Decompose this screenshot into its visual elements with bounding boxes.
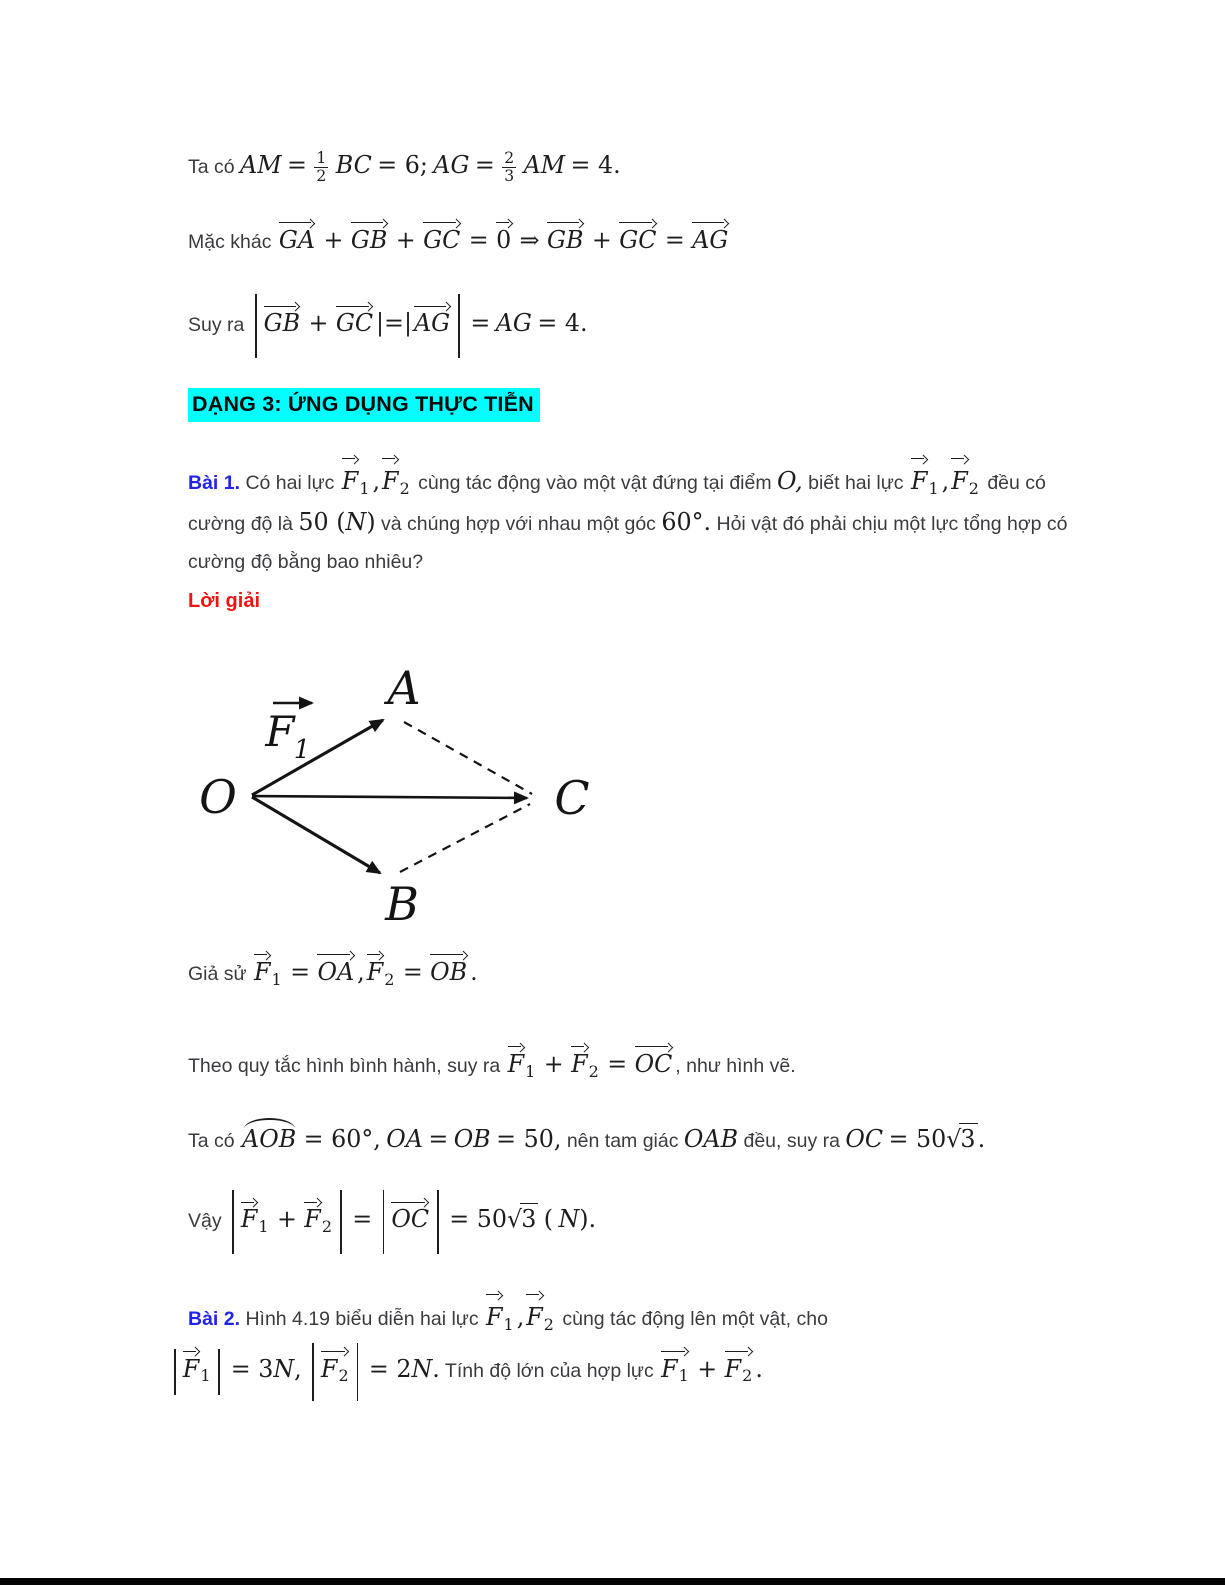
- problem-text: biết hai lực: [808, 472, 904, 494]
- math-line-vay: [188, 1190, 596, 1254]
- vector-F1: $F_1$: [484, 1288, 517, 1339]
- vector-F2: $F_2$: [302, 1195, 335, 1233]
- vector-F1-long: $F_1$: [659, 1345, 692, 1383]
- radical-symbol: √: [946, 1125, 962, 1153]
- vector-GC: GC: [421, 216, 463, 254]
- math-token: 50 (: [298, 507, 346, 536]
- math-token: ,: [941, 467, 950, 495]
- vector-arrow-icon: [635, 1043, 672, 1051]
- vector-arrow-icon: [547, 219, 582, 227]
- vector-F1: $F_1$: [252, 948, 285, 986]
- angle-AOB: AOB: [240, 1116, 298, 1153]
- arrow-O-to-C: [252, 796, 527, 798]
- problem-2-line2: [182, 1343, 1168, 1401]
- abs-bar: [383, 1190, 385, 1254]
- page-bottom-border: [0, 1578, 1225, 1585]
- abs-bar: [218, 1349, 220, 1395]
- vector-AG: AG: [690, 216, 731, 254]
- vector-F2: $F_2$: [524, 1288, 557, 1339]
- square-root: [507, 1205, 538, 1233]
- math-operator: +: [591, 226, 612, 254]
- vector-F1: $F_1$: [239, 1195, 272, 1233]
- abs-bar: [357, 1343, 359, 1401]
- math-token: 60°.: [661, 507, 712, 536]
- vector-arrow-icon: [336, 302, 372, 310]
- math-token: .: [470, 958, 478, 986]
- dashed-B-to-C: [400, 804, 530, 872]
- math-token: AG: [433, 150, 470, 179]
- fraction-denominator: 3: [504, 167, 515, 186]
- square-root: [946, 1125, 977, 1153]
- abs-bar: [232, 1190, 234, 1254]
- math-operator: +: [543, 1050, 564, 1078]
- vector-zero: 0: [494, 216, 514, 254]
- math-operator: =: [352, 1205, 373, 1234]
- math-line-suy-ra: [188, 294, 588, 358]
- vector-GB: GB: [349, 216, 390, 254]
- arrow-O-to-B: [252, 797, 380, 873]
- math-operator: =: [290, 958, 311, 986]
- vector-arrow-icon: [911, 455, 927, 463]
- diagram-label-F-sub: 1: [293, 735, 311, 765]
- section-heading-highlight: DẠNG 3: ỨNG DỤNG THỰC TIỄN: [188, 388, 540, 422]
- abs-bar: [255, 294, 257, 358]
- math-token: OAB: [683, 1125, 739, 1153]
- math-token: =: [286, 150, 307, 179]
- math-token: ): [366, 507, 376, 536]
- math-token: = 50: [888, 1125, 947, 1153]
- abs-bar: [340, 1190, 342, 1254]
- vector-OC: OC: [633, 1040, 676, 1078]
- math-token: ,: [372, 467, 381, 495]
- implies-symbol: ⇒: [519, 226, 540, 254]
- math-token: AG: [495, 309, 532, 338]
- vector-arrow-icon: [317, 951, 353, 959]
- line-prefix: Vậy: [188, 1210, 222, 1233]
- vector-arrow-icon: [486, 1291, 502, 1299]
- vector-arrow-icon: [619, 219, 655, 227]
- problem-2-label: Bài 2.: [188, 1308, 241, 1330]
- vector-arrow-icon: [414, 302, 449, 310]
- body-text: nên tam giác: [566, 1130, 679, 1152]
- line-prefix: Ta có: [188, 155, 235, 178]
- abs-bar: [458, 294, 460, 358]
- math-token: OC: [845, 1125, 884, 1153]
- math-token: ,: [294, 1354, 302, 1383]
- math-operator: =: [470, 309, 491, 338]
- math-token: O,: [777, 467, 803, 495]
- math-token: =: [474, 150, 495, 179]
- solution-label: Lời giải: [188, 590, 261, 612]
- vector-arrow-icon: [423, 219, 459, 227]
- line-prefix: Theo quy tắc hình bình hành, suy ra: [188, 1055, 501, 1077]
- vector-arrow-icon: [279, 219, 314, 227]
- abs-bar: [312, 1343, 314, 1401]
- math-operator: +: [308, 309, 329, 338]
- problem-text: Hình 4.19 biểu diễn hai lực: [245, 1308, 479, 1330]
- vector-F2: $F_2$: [569, 1040, 602, 1078]
- abs-equals: |=|: [376, 309, 412, 338]
- fraction-two-thirds: [502, 150, 516, 185]
- problem-2-paragraph: [182, 1288, 1168, 1401]
- vector-arrow-icon: [692, 219, 727, 227]
- vector-GA: GA: [277, 216, 318, 254]
- section-heading: [188, 388, 540, 422]
- vector-F1: $F_1$: [340, 452, 373, 503]
- problem-text: đều có cường độ là: [188, 472, 1046, 535]
- math-line-ta-co-aob: [188, 1116, 985, 1153]
- math-token: = 6;: [377, 150, 428, 179]
- vector-arrow-icon: [508, 1043, 524, 1051]
- vector-arrow-icon: [254, 951, 270, 959]
- math-token: ).: [579, 1205, 597, 1234]
- problem-text: Có hai lực: [245, 472, 335, 494]
- problem-text: cùng tác động lên một vật, cho: [562, 1308, 828, 1330]
- vector-arrow-icon: [526, 1291, 542, 1299]
- fraction-denominator: 2: [316, 167, 327, 186]
- math-operator: =: [402, 958, 423, 986]
- math-operator: +: [395, 226, 416, 254]
- math-token: N: [411, 1354, 433, 1383]
- vector-F1: $F_1$: [506, 1040, 539, 1078]
- problem-2-line1: [188, 1288, 1168, 1339]
- math-token: .: [977, 1125, 986, 1153]
- math-token: N: [558, 1205, 580, 1234]
- vector-OC: OC: [389, 1195, 432, 1233]
- vector-arrow-icon: [496, 219, 512, 227]
- dashed-A-to-C: [404, 722, 532, 794]
- math-token: .: [755, 1354, 763, 1383]
- vector-arrow-icon: [430, 951, 466, 959]
- math-token: N: [273, 1354, 295, 1383]
- math-token: ,: [357, 958, 365, 986]
- vector-arrow-icon: [351, 219, 386, 227]
- abs-bar: [437, 1190, 439, 1254]
- line-prefix: Giả sử: [188, 963, 247, 985]
- vector-F2: $F_2$: [365, 948, 398, 986]
- vector-arrow-icon: [241, 1198, 257, 1206]
- fraction-numerator: 2: [504, 149, 515, 167]
- math-token: N: [345, 507, 367, 536]
- math-token: BC: [335, 150, 372, 179]
- diagram-label-B: B: [385, 877, 419, 931]
- math-token: .: [432, 1354, 440, 1383]
- vector-F2: $F_2$: [380, 452, 413, 503]
- problem-1-paragraph: [188, 452, 1068, 582]
- math-token: = 60°,: [303, 1125, 381, 1153]
- abs-bar: [174, 1349, 176, 1395]
- diagram-label-F: F: [265, 707, 295, 756]
- diagram-label-C: C: [554, 771, 590, 825]
- math-token: ,: [516, 1303, 525, 1331]
- force-parallelogram-diagram: [180, 646, 610, 941]
- line-suffix: , như hình vẽ.: [675, 1055, 796, 1077]
- math-token: AM: [240, 150, 282, 179]
- vector-arrow-icon: [342, 455, 358, 463]
- vector-GB: GB: [545, 216, 586, 254]
- problem-text: Hỏi vật đó phải chịu một lực tổng hợp có cường độ bằng bao nhiêu?: [188, 512, 1068, 573]
- vector-OB: OB: [428, 948, 470, 986]
- vector-F2: $F_2$: [949, 452, 982, 503]
- problem-text: và chúng hợp với nhau một góc: [381, 512, 656, 535]
- radicand: 3: [521, 1205, 537, 1234]
- math-token: = 50: [449, 1205, 508, 1234]
- vector-arrow-icon: [382, 455, 398, 463]
- vector-arrow-icon: [661, 1348, 688, 1356]
- math-token: = 3: [230, 1354, 274, 1383]
- vector-GB: GB: [262, 299, 303, 337]
- math-operator: =: [664, 226, 685, 254]
- vector-arrow-icon: [183, 1348, 199, 1356]
- math-token: OB: [453, 1125, 491, 1153]
- math-token: = 2: [368, 1354, 412, 1383]
- vector-F2-long: $F_2$: [723, 1345, 756, 1383]
- body-text: đều, suy ra: [743, 1130, 840, 1152]
- math-line-theo-quy-tac: [188, 1040, 796, 1081]
- math-operator: +: [276, 1205, 297, 1234]
- vector-arrow-icon: [951, 455, 967, 463]
- diagram-label-A: A: [387, 661, 421, 715]
- math-operator: =: [468, 226, 489, 254]
- problem-text: cùng tác động vào một vật đứng tại điểm: [418, 472, 772, 494]
- line-prefix: Ta có: [188, 1130, 235, 1152]
- vector-arrow-icon: [264, 302, 299, 310]
- vector-AG: AG: [412, 299, 453, 337]
- vector-arrow-icon: [321, 1348, 348, 1356]
- math-token: = 50,: [496, 1125, 562, 1153]
- vector-F2-long: $F_2$: [319, 1345, 352, 1383]
- fraction-one-half: [314, 150, 328, 185]
- vector-arrow-icon: [367, 951, 383, 959]
- math-token: = 4.: [537, 309, 588, 338]
- math-operator: +: [697, 1354, 718, 1383]
- vector-F1: $F_1$: [909, 452, 942, 503]
- vector-GC: GC: [617, 216, 659, 254]
- math-operator: =: [428, 1125, 449, 1153]
- math-token: OA: [386, 1125, 423, 1153]
- line-prefix: Suy ra: [188, 314, 245, 337]
- vector-GC: GC: [334, 299, 376, 337]
- vector-OA: OA: [315, 948, 357, 986]
- diagram-label-O: O: [199, 770, 237, 824]
- vector-F1: $F_1$: [181, 1345, 214, 1383]
- problem-text: Tính độ lớn của hợp lực: [444, 1359, 654, 1382]
- math-line-am: [188, 150, 621, 185]
- problem-1-label: Bài 1.: [188, 472, 241, 494]
- radicand: 3: [960, 1125, 976, 1153]
- math-token: AM: [523, 150, 566, 179]
- math-line-mac-khac: [188, 216, 731, 254]
- vector-arrow-icon: [571, 1043, 587, 1051]
- vector-arrow-icon: [391, 1198, 428, 1206]
- radical-symbol: √: [507, 1205, 523, 1234]
- vector-arrow-icon: [304, 1198, 320, 1206]
- fraction-numerator: 1: [316, 149, 327, 167]
- math-token: = 4.: [570, 150, 621, 179]
- math-operator: =: [607, 1050, 628, 1078]
- line-prefix: Mặc khác: [188, 231, 272, 253]
- math-operator: +: [323, 226, 344, 254]
- vector-arrow-icon: [725, 1348, 752, 1356]
- math-token: (: [543, 1205, 554, 1234]
- math-line-gia-su: [188, 948, 478, 989]
